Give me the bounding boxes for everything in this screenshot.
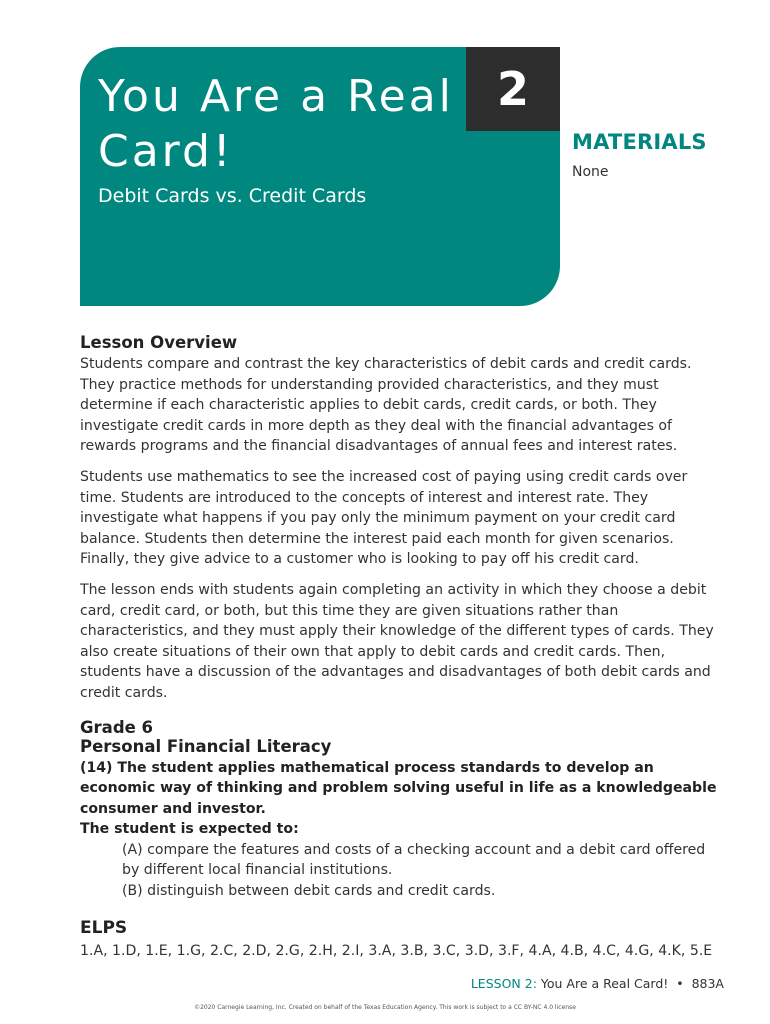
student-expectation: The student is expected to: <box>80 821 299 838</box>
elps-heading: ELPS <box>80 917 128 938</box>
standards-block <box>80 718 725 902</box>
lesson-content <box>80 333 725 962</box>
copyright-notice: ©2020 Carnegie Learning, Inc. Created on behalf of the Texas Education Agency. This work is subject to a CC BY-NC 4.0 license <box>194 1004 576 1011</box>
overview-paragraph-1: Students compare and contrast the key characteristics of debit cards and credit cards. They practice methods for understanding provided characteristics, and they must determine if each characteristic applies to debit cards, credit cards, or both. They investigate credit cards in more depth as they deal with the financial advantages of rewards programs and the financial disadvantages of annual fees and interest rates. <box>80 356 692 455</box>
footer-bullet: • <box>676 976 684 991</box>
footer-lesson-label: LESSON 2: <box>470 976 537 991</box>
standard-item-b: (B) distinguish between debit cards and credit cards. <box>122 883 496 900</box>
grade-heading: Grade 6 <box>80 717 154 737</box>
lesson-number-badge: 2 <box>466 47 560 131</box>
overview-paragraph-2: Students use mathematics to see the increased cost of paying using credit cards over time. Students are introduced to the concepts of interest and interest rate. They investigate what happens if you pay only the minimum payment on your credit card balance. Students then determine the interest paid each month for given scenarios. Finally, they give advice to a customer who is looking to pay off his credit card. <box>80 468 688 568</box>
strand-heading: Personal Financial Literacy <box>80 736 332 756</box>
materials-value: None <box>572 164 609 180</box>
elps-list: 1.A, 1.D, 1.E, 1.G, 2.C, 2.D, 2.G, 2.H, 2.I, 3.A, 3.B, 3.C, 3.D, 3.F, 4.A, 4.B, 4.C, 4.G, 4.K, 5.E <box>80 942 713 959</box>
footer-lesson-title: You Are a Real Card! <box>540 976 669 991</box>
lesson-title-panel <box>80 47 560 306</box>
page-number: 883A <box>691 976 724 991</box>
standard-item-a: (A) compare the features and costs of a checking account and a debit card offered by different local financial institutions. <box>122 841 706 879</box>
overview-paragraph-3: The lesson ends with students again completing an activity in which they choose a debit card, credit card, or both, but this time they are given situations rather than characteristics, and they must apply their knowledge of the different types of cards. They also create situations of their own that apply to debit cards and credit cards. Then, students have a discussion of the advantages and disadvantages of both debit cards and credit cards. <box>80 581 714 701</box>
lesson-subtitle: Debit Cards vs. Credit Cards <box>98 185 367 207</box>
standard-items <box>122 840 725 902</box>
materials-heading: MATERIALS <box>572 130 707 154</box>
standard-statement: (14) The student applies mathematical process standards to develop an economic way of thinking and problem solving useful in life as a knowledgeable consumer and investor. <box>80 759 717 817</box>
lesson-overview-heading: Lesson Overview <box>80 333 238 352</box>
page-footer <box>471 976 724 991</box>
lesson-title: You Are a Real Card! <box>98 71 454 177</box>
